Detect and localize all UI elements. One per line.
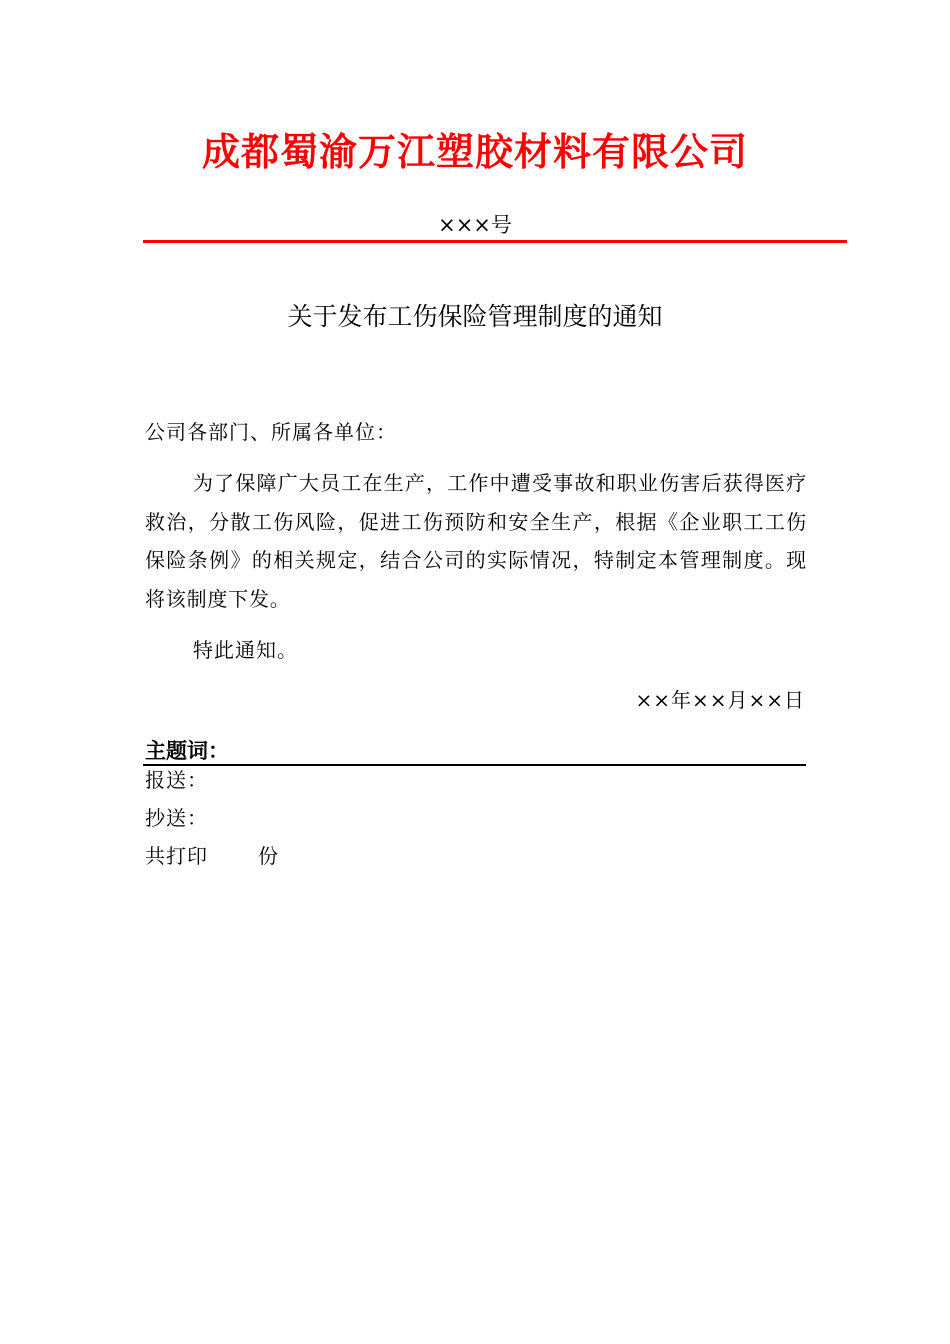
- black-divider: [143, 764, 806, 766]
- document-number: ×××号: [438, 213, 512, 237]
- notice-title: 关于发布工伤保险管理制度的通知: [287, 302, 663, 331]
- subject-keywords-label: 主题词：: [145, 739, 229, 763]
- salutation: 公司各部门、所属各单位：: [145, 420, 397, 444]
- print-count-prefix: 共打印: [145, 844, 208, 868]
- copy-to-line: 抄送：: [145, 806, 208, 830]
- closing-remark: 特此通知。: [193, 638, 298, 662]
- print-count-suffix: 份: [258, 844, 279, 868]
- report-to-line: 报送：: [145, 768, 208, 792]
- print-count-line: [145, 841, 279, 871]
- notice-body: 为了保障广大员工在生产，工作中遭受事故和职业伤害后获得医疗救治，分散工伤风险，促进工伤预防和安全生产，根据《企业职工工伤保险条例》的相关规定，结合公司的实际情况，特制定本管理制度。现将该制度下发。: [145, 471, 807, 611]
- company-name: 成都蜀渝万江塑胶材料有限公司: [201, 130, 748, 174]
- issue-date: ××年××月××日: [635, 688, 805, 712]
- red-divider: [143, 240, 847, 243]
